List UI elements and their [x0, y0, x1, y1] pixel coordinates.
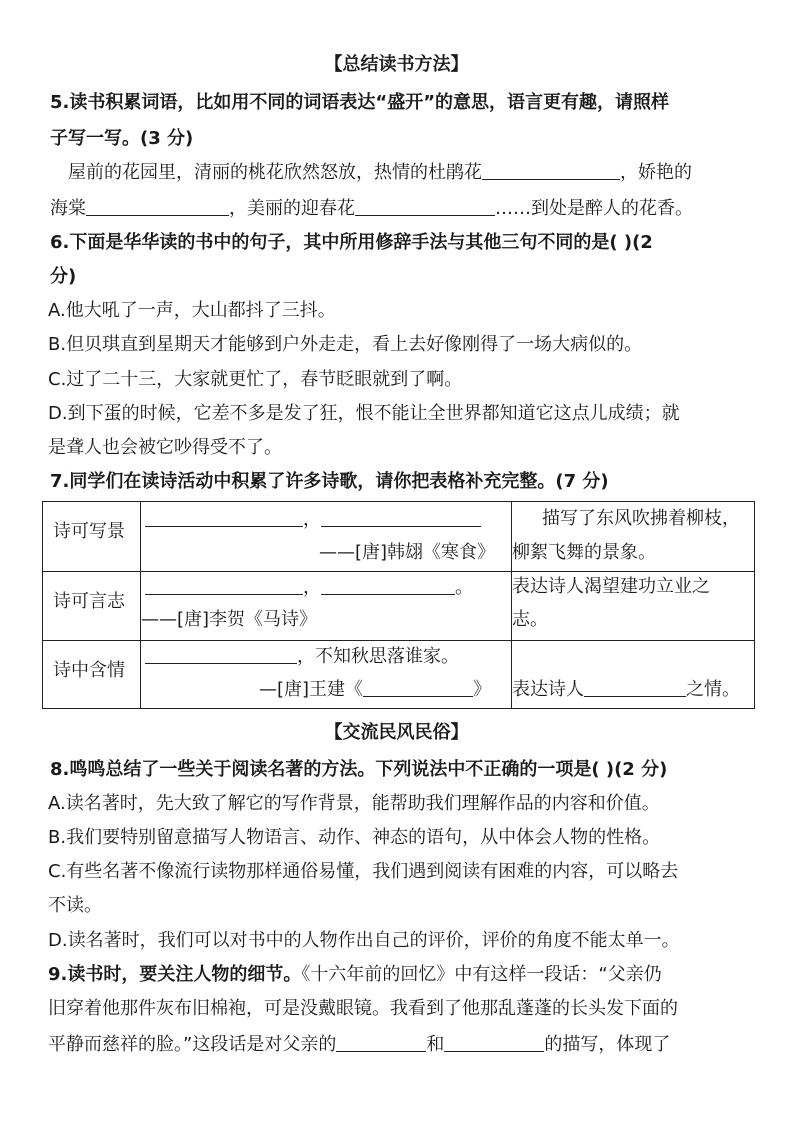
- q5-stem-line2: 子写一写。(3 分): [50, 128, 194, 149]
- poem-note-cell: [512, 641, 755, 709]
- poem-source: —[唐]王建《: [259, 679, 364, 700]
- poem-row-scenery: [43, 502, 755, 572]
- poem-note-line1: 描写了东风吹拂着柳枝，: [542, 508, 740, 529]
- row-head-label: 诗可言志: [53, 591, 125, 612]
- q9-blank-1[interactable]: [336, 1031, 426, 1052]
- poem-verse-cell: [141, 641, 512, 709]
- q5-blank-3[interactable]: [355, 195, 495, 216]
- poem-row-header: [43, 502, 141, 572]
- poem-note-line1: 表达诗人渴望建功立业之: [512, 576, 710, 597]
- q5-blank-1[interactable]: [482, 159, 620, 180]
- verse-blank[interactable]: [145, 506, 303, 527]
- q5-text: ……到处是醉人的花香。: [495, 198, 693, 219]
- q9-line2: 旧穿着他那件灰布旧棉袍，可是没戴眼镜。我看到了他那乱蓬蓬的长头发下面的: [48, 998, 678, 1019]
- poem-source: ——[唐]李贺《马诗》: [141, 609, 318, 630]
- q5-paragraph-line2: [50, 195, 693, 221]
- verse-blank[interactable]: [145, 643, 297, 664]
- poem-note-line2: 柳絮飞舞的景象。: [512, 542, 656, 563]
- q8-stem: 8.鸣鸣总结了一些关于阅读名著的方法。下列说法中不正确的一项是( )(2 分): [50, 759, 668, 780]
- poem-note-cell: [512, 502, 755, 572]
- verse-comma: ，: [303, 509, 321, 530]
- q5-text: 海棠: [50, 198, 86, 219]
- poem-row-header: [43, 572, 141, 641]
- poem-table: [42, 501, 755, 709]
- q9-text: 平静而慈祥的脸。”这段话是对父亲的: [48, 1034, 337, 1055]
- section-title-folk-customs: 【交流民风民俗】: [324, 722, 469, 743]
- q7-stem: 7.同学们在读诗活动中积累了许多诗歌，请你把表格补充完整。(7 分): [50, 471, 609, 492]
- emotion-blank[interactable]: [584, 676, 686, 697]
- q9-lead: 9.读书时，要关注人物的细节。: [48, 964, 302, 985]
- q8-option-d[interactable]: D.读名著时，我们可以对书中的人物作出自己的评价，评价的角度不能太单一。: [48, 930, 680, 951]
- poem-note-text: 表达诗人: [512, 679, 584, 700]
- verse-blank[interactable]: [321, 574, 455, 595]
- poem-row-ambition: [43, 572, 755, 641]
- poem-note-line2: 志。: [512, 609, 548, 630]
- q6-stem-line1: 6.下面是华华读的书中的句子，其中所用修辞手法与其他三句不同的是( )(2: [50, 232, 653, 253]
- q8-option-a[interactable]: A.读名著时，先大致了解它的写作背景，能帮助我们理解作品的内容和价值。: [48, 793, 660, 814]
- poem-source-end: 》: [473, 679, 492, 700]
- poem-source: ——[唐]韩翃《寒食》: [319, 542, 496, 563]
- row-head-label: 诗中含情: [53, 660, 125, 681]
- q6-option-b[interactable]: B.但贝琪直到星期天才能够到户外走走，看上去好像刚得了一场大病似的。: [48, 334, 643, 355]
- q5-stem-line1: 5.读书积累词语，比如用不同的词语表达“盛开”的意思，语言更有趣，请照样: [50, 92, 670, 113]
- verse-comma: ，: [303, 577, 321, 598]
- poem-row-header: [43, 641, 141, 709]
- poem-note-text: 之情。: [686, 679, 740, 700]
- q5-text: ，娇艳的: [620, 162, 692, 183]
- verse-period: 。: [455, 577, 473, 598]
- q5-paragraph-line1: [68, 159, 692, 185]
- q6-option-d-line1[interactable]: D.到下蛋的时候，它差不多是发了狂，恨不能让全世界都知道它这点儿成绩；就: [48, 403, 680, 424]
- q6-stem-line2: 分): [50, 266, 77, 287]
- q5-text: ，美丽的迎春花: [229, 198, 355, 219]
- q6-option-c[interactable]: C.过了二十三，大家就更忙了，春节眨眼就到了啊。: [48, 369, 463, 390]
- q9-line3: [48, 1031, 670, 1057]
- poem-verse-cell: [141, 572, 512, 641]
- q5-blank-2[interactable]: [86, 195, 229, 216]
- q9-text: 的描写，体现了: [544, 1034, 671, 1055]
- q9-line1: [48, 962, 662, 988]
- verse-blank[interactable]: [145, 574, 303, 595]
- q8-option-c-line2: 不读。: [48, 895, 102, 916]
- q8-option-c-line1[interactable]: C.有些名著不像流行读物那样通俗易懂，我们遇到阅读有困难的内容，可以略去: [48, 861, 679, 882]
- verse-text: ，不知秋思落谁家。: [297, 646, 459, 667]
- q6-option-a[interactable]: A.他大吼了一声，大山都抖了三抖。: [48, 300, 336, 321]
- poem-row-emotion: [43, 641, 755, 709]
- q9-blank-2[interactable]: [444, 1031, 544, 1052]
- poem-title-blank[interactable]: [363, 676, 473, 697]
- q6-option-d-line2: 是聋人也会被它吵得受不了。: [48, 437, 282, 458]
- row-head-label: 诗可写景: [53, 521, 125, 542]
- q8-option-b[interactable]: B.我们要特别留意描写人物语言、动作、神态的语句，从中体会人物的性格。: [48, 827, 661, 848]
- section-title-reading-methods: 【总结读书方法】: [324, 54, 469, 75]
- verse-blank[interactable]: [321, 506, 481, 527]
- poem-note-cell: [512, 572, 755, 641]
- q9-text: 和: [426, 1034, 445, 1055]
- poem-verse-cell: [141, 502, 512, 572]
- q5-text: 屋前的花园里，清丽的桃花欣然怒放，热情的杜鹃花: [68, 162, 482, 183]
- q9-text: 《十六年前的回忆》中有这样一段话：“父亲仍: [301, 964, 662, 985]
